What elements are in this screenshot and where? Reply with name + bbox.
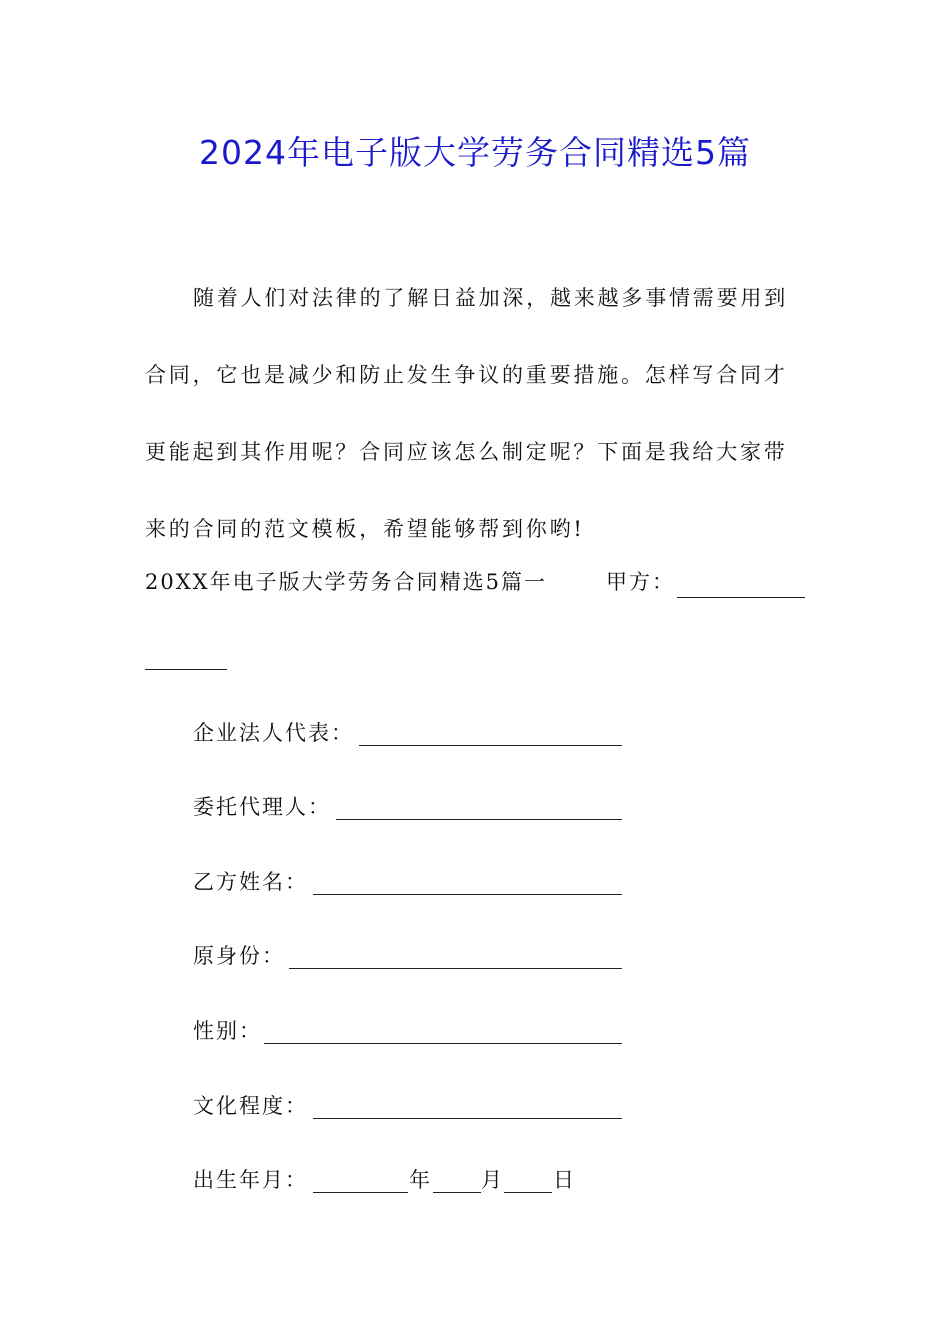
section-heading: 20XX年电子版大学劳务合同精选5篇一 xyxy=(145,570,547,594)
original-identity-blank-line xyxy=(289,941,622,969)
education-label: 文化程度： xyxy=(193,1094,308,1118)
day-label: 日 xyxy=(553,1168,576,1192)
party-b-name-label: 乙方姓名： xyxy=(193,870,308,894)
party-b-name-blank-line xyxy=(313,867,622,895)
gender-blank-line xyxy=(264,1016,622,1044)
month-label: 月 xyxy=(481,1168,504,1192)
birth-day-blank-line xyxy=(504,1165,552,1193)
legal-rep-blank-line xyxy=(359,718,622,746)
party-a-blank-line xyxy=(677,570,805,598)
document-title: 2024年电子版大学劳务合同精选5篇 xyxy=(199,133,751,172)
agent-label: 委托代理人： xyxy=(193,795,331,819)
party-a-label: 甲方： xyxy=(606,570,675,594)
original-identity-label: 原身份： xyxy=(193,944,285,968)
agent-blank-line xyxy=(336,792,622,820)
education-blank-line xyxy=(313,1091,622,1119)
year-label: 年 xyxy=(409,1168,432,1192)
legal-rep-label: 企业法人代表： xyxy=(193,721,354,745)
gender-label: 性别： xyxy=(193,1019,262,1043)
party-a-blank-line-continued xyxy=(145,642,227,670)
birth-year-blank-line xyxy=(313,1165,408,1193)
birth-date-label: 出生年月： xyxy=(193,1168,308,1192)
birth-month-blank-line xyxy=(433,1165,481,1193)
intro-paragraph: 随着人们对法律的了解日益加深，越来越多事情需要用到合同，它也是减少和防止发生争议的重要措施。怎样写合同才更能起到其作用呢？合同应该怎么制定呢？下面是我给大家带来的合同的范文模板，希望能够帮到你哟! xyxy=(145,286,788,541)
